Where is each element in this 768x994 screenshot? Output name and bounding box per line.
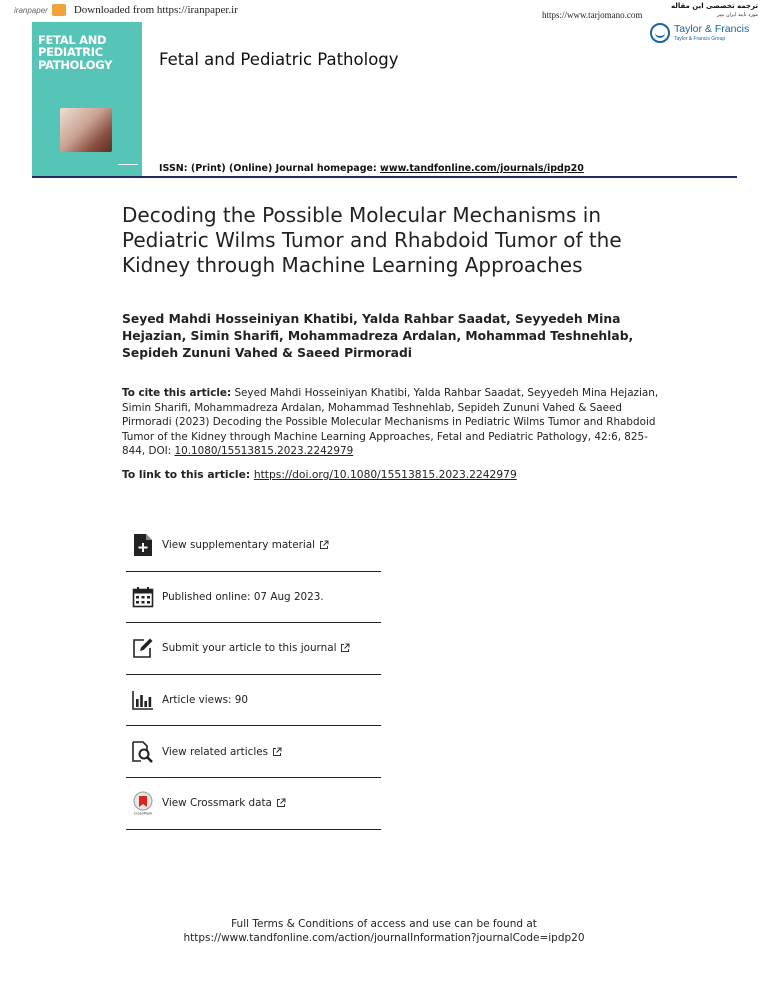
external-link-icon (276, 798, 286, 808)
issn-line: ISSN: (Print) (Online) Journal homepage: www.tandfonline.com/journals/ipdp20 (159, 163, 584, 174)
downloaded-from-text: Downloaded from https://iranpaper.ir (73, 4, 238, 16)
crossmark-row[interactable] (126, 778, 381, 830)
tarjomano-brand[interactable] (636, 2, 758, 18)
supplementary-material-label: View supplementary material (162, 539, 316, 552)
top-bar (0, 0, 768, 24)
submit-article-label: Submit your article to this journal (162, 642, 337, 655)
citation-doi-link[interactable]: 10.1080/15513815.2023.2242979 (174, 445, 354, 457)
calendar-icon (132, 586, 154, 608)
journal-homepage-link[interactable]: www.tandfonline.com/journals/ipdp20 (380, 163, 584, 174)
link-label: To link to this article: (122, 468, 254, 481)
footer-terms-link[interactable]: https://www.tandfonline.com/action/journalInformation?journalCode=ipdp20 (183, 932, 585, 944)
journal-name: Fetal and Pediatric Pathology (159, 50, 399, 69)
iranpaper-logo-icon (52, 4, 66, 16)
document-plus-icon (132, 534, 154, 556)
iranpaper-logo: iranpaper (14, 5, 48, 15)
citation-label: To cite this article: (122, 387, 232, 399)
edit-icon (132, 637, 154, 659)
taylor-francis-logo-icon (650, 23, 670, 43)
published-online-label: Published online: 07 Aug 2023. (162, 590, 324, 603)
external-link-icon (319, 540, 329, 550)
citation-text: Seyed Mahdi Hosseiniyan Khatibi, Yalda Rahbar Saadat, Seyyedeh Mina Hejazian, Simin Sharifi, Mohammadreza Ardalan, Mohammad Teshnehlab, Sepideh Zununi Vahed & Saeed Pirmoradi (2023) Decoding the Possible Molecular Mechanisms in Pediatric Wilms Tumor and Rhabdoid Tumor of the Kidney through Machine Learning Approaches, Fetal and Pediatric Pathology, 42:6, 825-844, DOI: (122, 387, 659, 457)
search-document-icon (132, 741, 154, 763)
download-badge[interactable] (14, 4, 238, 16)
publisher-logo[interactable] (650, 23, 749, 43)
article-views-label: Article views: 90 (162, 694, 249, 707)
crossmark-label: View Crossmark data (162, 797, 272, 810)
crossmark-caption: CrossMark (133, 811, 153, 816)
tarjomano-url[interactable]: https://www.tarjomano.com (542, 10, 643, 20)
external-link-icon (272, 747, 282, 757)
journal-cover[interactable] (32, 22, 142, 176)
tarjomano-fa-sub: مورد تایید ایران پیپر (717, 12, 758, 18)
article-title: Decoding the Possible Molecular Mechanisms in Pediatric Wilms Tumor and Rhabdoid Tumor of the Kidney through Machine Learning Approaches (122, 203, 622, 277)
publisher-name: Taylor & Francis (674, 23, 750, 36)
supplementary-material-row[interactable] (126, 520, 381, 572)
article-views-row (126, 675, 381, 727)
tarjomano-fa-title: ترجمه تخصصی این مقاله (670, 2, 758, 10)
cover-publisher-mark (118, 164, 138, 170)
cover-photo (60, 108, 112, 152)
bar-chart-icon (132, 689, 154, 711)
submit-article-row[interactable] (126, 623, 381, 675)
related-articles-row[interactable] (126, 726, 381, 778)
article-link-line (122, 468, 517, 481)
citation-block (122, 386, 662, 459)
footer-line-1: Full Terms & Conditions of access and use can be found at (231, 918, 537, 930)
header-divider (32, 176, 737, 178)
crossmark-icon (132, 792, 154, 814)
article-authors: Seyed Mahdi Hosseiniyan Khatibi, Yalda Rahbar Saadat, Seyyedeh Mina Hejazian, Simin Sharifi, Mohammadreza Ardalan, Mohammad Teshnehlab, Sepideh Zununi Vahed & Saeed Pirmoradi (122, 312, 634, 360)
article-doi-link[interactable]: https://doi.org/10.1080/15513815.2023.2242979 (253, 468, 517, 481)
related-articles-label: View related articles (162, 745, 269, 758)
publisher-sub: Taylor & Francis Group (674, 35, 726, 42)
footer-terms (0, 917, 768, 945)
published-online-row (126, 572, 381, 624)
article-info-box (126, 520, 381, 830)
external-link-icon (340, 643, 350, 653)
cover-title: FETAL AND PEDIATRIC PATHOLOGY (38, 33, 113, 72)
